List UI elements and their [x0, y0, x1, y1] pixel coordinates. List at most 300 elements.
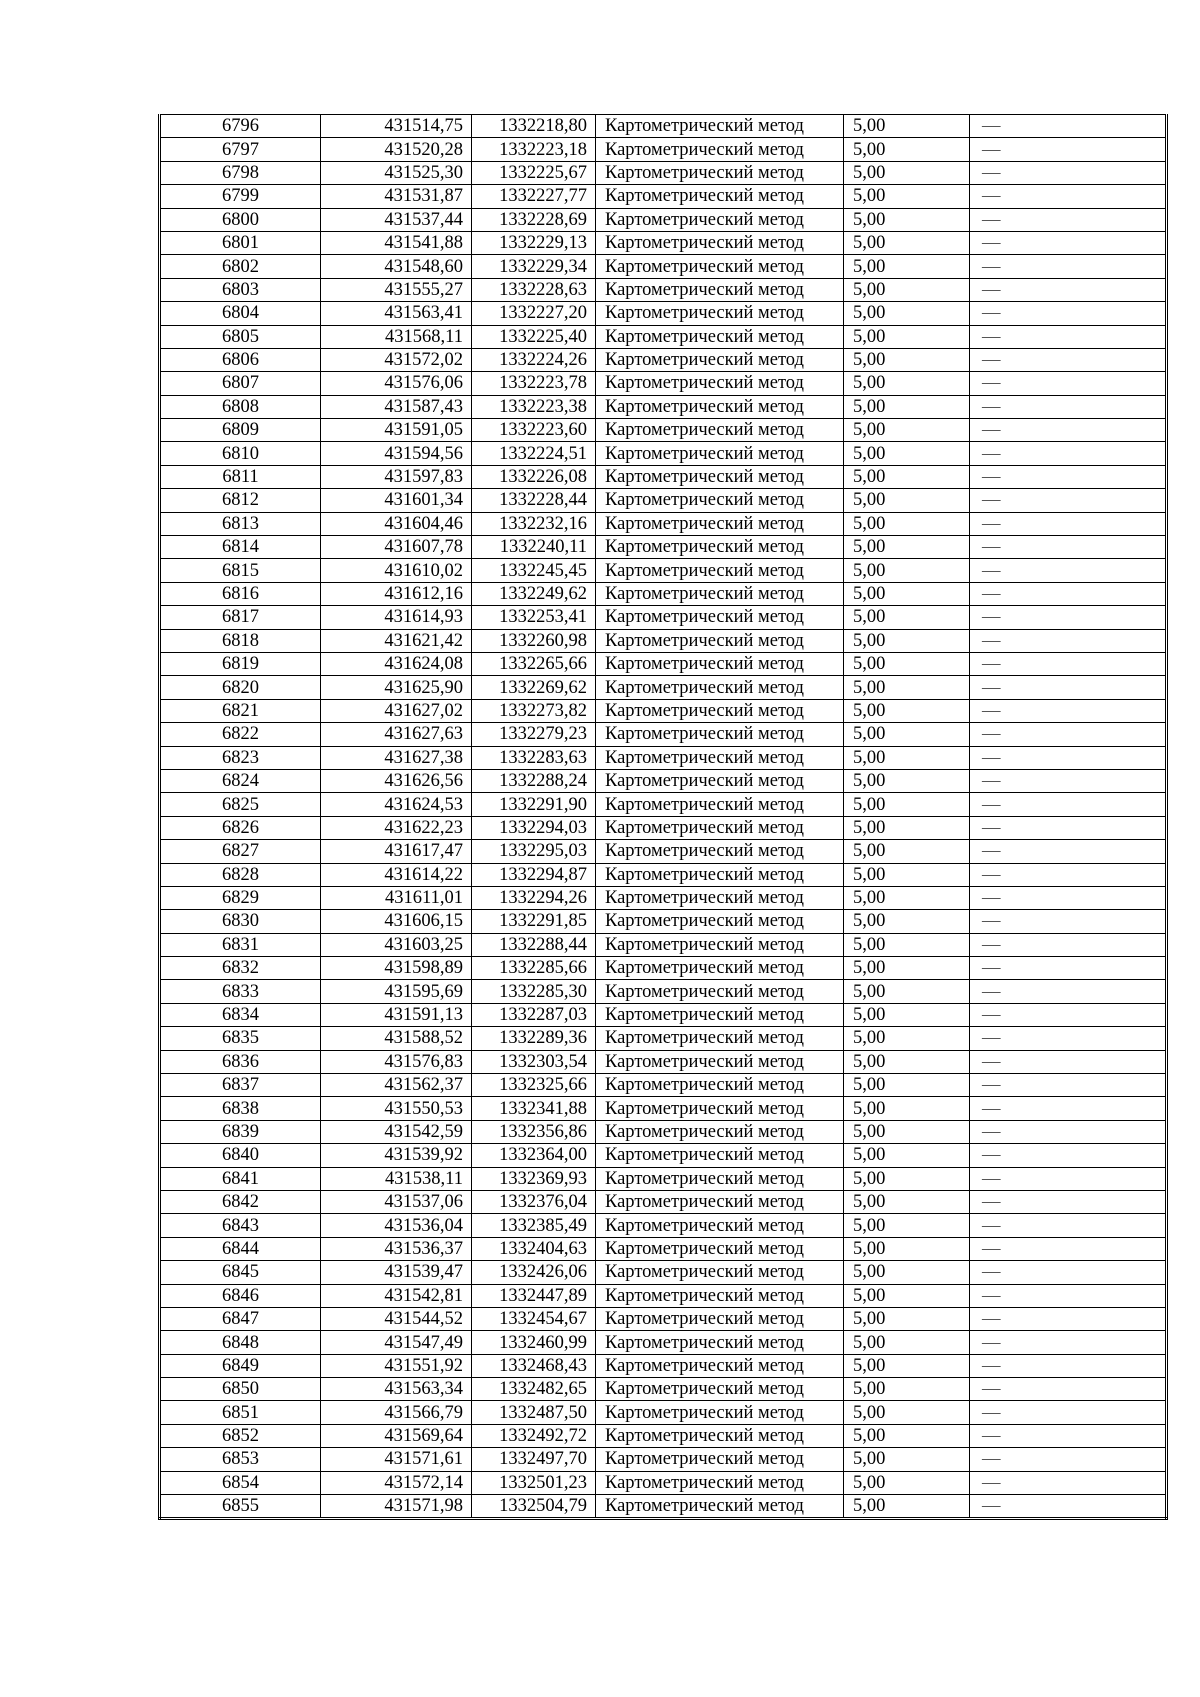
x-coordinate-cell: 431601,34 [321, 489, 472, 512]
y-coordinate-cell: 1332223,78 [472, 372, 596, 395]
x-coordinate-cell: 431572,02 [321, 348, 472, 371]
extra-cell: — [970, 886, 1167, 909]
accuracy-cell: 5,00 [844, 512, 970, 535]
extra-cell: — [970, 957, 1167, 980]
method-cell: Картометрический метод [596, 1214, 844, 1237]
extra-cell: — [970, 138, 1167, 161]
extra-cell: — [970, 536, 1167, 559]
extra-cell: — [970, 1424, 1167, 1447]
y-coordinate-cell: 1332325,66 [472, 1074, 596, 1097]
table-row [160, 886, 1167, 909]
accuracy-cell: 5,00 [844, 652, 970, 675]
extra-cell: — [970, 1214, 1167, 1237]
extra-cell: — [970, 231, 1167, 254]
extra-cell: — [970, 1144, 1167, 1167]
point-number-cell: 6852 [160, 1424, 321, 1447]
x-coordinate-cell: 431624,08 [321, 652, 472, 675]
table-row [160, 816, 1167, 839]
y-coordinate-cell: 1332223,60 [472, 419, 596, 442]
table-row [160, 302, 1167, 325]
accuracy-cell: 5,00 [844, 255, 970, 278]
y-coordinate-cell: 1332249,62 [472, 582, 596, 605]
x-coordinate-cell: 431603,25 [321, 933, 472, 956]
method-cell: Картометрический метод [596, 161, 844, 184]
accuracy-cell: 5,00 [844, 582, 970, 605]
accuracy-cell: 5,00 [844, 1190, 970, 1213]
table-row [160, 1261, 1167, 1284]
method-cell: Картометрический метод [596, 1495, 844, 1519]
x-coordinate-cell: 431566,79 [321, 1401, 472, 1424]
extra-cell: — [970, 1120, 1167, 1143]
table-row [160, 1354, 1167, 1377]
method-cell: Картометрический метод [596, 769, 844, 792]
accuracy-cell: 5,00 [844, 185, 970, 208]
extra-cell: — [970, 1448, 1167, 1471]
accuracy-cell: 5,00 [844, 278, 970, 301]
method-cell: Картометрический метод [596, 1261, 844, 1284]
x-coordinate-cell: 431625,90 [321, 676, 472, 699]
accuracy-cell: 5,00 [844, 1237, 970, 1260]
extra-cell: — [970, 255, 1167, 278]
point-number-cell: 6829 [160, 886, 321, 909]
method-cell: Картометрический метод [596, 886, 844, 909]
x-coordinate-cell: 431622,23 [321, 816, 472, 839]
accuracy-cell: 5,00 [844, 1214, 970, 1237]
y-coordinate-cell: 1332283,63 [472, 746, 596, 769]
y-coordinate-cell: 1332288,24 [472, 769, 596, 792]
method-cell: Картометрический метод [596, 1190, 844, 1213]
point-number-cell: 6832 [160, 957, 321, 980]
x-coordinate-cell: 431539,47 [321, 1261, 472, 1284]
accuracy-cell: 5,00 [844, 419, 970, 442]
extra-cell: — [970, 1284, 1167, 1307]
method-cell: Картометрический метод [596, 1331, 844, 1354]
table-row [160, 1284, 1167, 1307]
extra-cell: — [970, 933, 1167, 956]
y-coordinate-cell: 1332482,65 [472, 1378, 596, 1401]
extra-cell: — [970, 185, 1167, 208]
y-coordinate-cell: 1332240,11 [472, 536, 596, 559]
y-coordinate-cell: 1332288,44 [472, 933, 596, 956]
point-number-cell: 6838 [160, 1097, 321, 1120]
table-row [160, 489, 1167, 512]
table-row [160, 278, 1167, 301]
extra-cell: — [970, 1237, 1167, 1260]
x-coordinate-cell: 431568,11 [321, 325, 472, 348]
extra-cell: — [970, 1401, 1167, 1424]
method-cell: Картометрический метод [596, 1378, 844, 1401]
accuracy-cell: 5,00 [844, 208, 970, 231]
method-cell: Картометрический метод [596, 1401, 844, 1424]
point-number-cell: 6813 [160, 512, 321, 535]
table-row [160, 185, 1167, 208]
point-number-cell: 6799 [160, 185, 321, 208]
y-coordinate-cell: 1332229,13 [472, 231, 596, 254]
y-coordinate-cell: 1332492,72 [472, 1424, 596, 1447]
y-coordinate-cell: 1332504,79 [472, 1495, 596, 1519]
method-cell: Картометрический метод [596, 699, 844, 722]
accuracy-cell: 5,00 [844, 1027, 970, 1050]
accuracy-cell: 5,00 [844, 536, 970, 559]
extra-cell: — [970, 840, 1167, 863]
extra-cell: — [970, 793, 1167, 816]
point-number-cell: 6830 [160, 910, 321, 933]
table-row [160, 1027, 1167, 1050]
y-coordinate-cell: 1332497,70 [472, 1448, 596, 1471]
y-coordinate-cell: 1332404,63 [472, 1237, 596, 1260]
method-cell: Картометрический метод [596, 255, 844, 278]
x-coordinate-cell: 431611,01 [321, 886, 472, 909]
extra-cell: — [970, 115, 1167, 138]
x-coordinate-cell: 431542,59 [321, 1120, 472, 1143]
accuracy-cell: 5,00 [844, 1003, 970, 1026]
x-coordinate-cell: 431627,63 [321, 723, 472, 746]
x-coordinate-cell: 431538,11 [321, 1167, 472, 1190]
x-coordinate-cell: 431531,87 [321, 185, 472, 208]
accuracy-cell: 5,00 [844, 395, 970, 418]
x-coordinate-cell: 431571,61 [321, 1448, 472, 1471]
point-number-cell: 6827 [160, 840, 321, 863]
extra-cell: — [970, 629, 1167, 652]
y-coordinate-cell: 1332285,66 [472, 957, 596, 980]
method-cell: Картометрический метод [596, 1074, 844, 1097]
x-coordinate-cell: 431555,27 [321, 278, 472, 301]
table-row [160, 1120, 1167, 1143]
y-coordinate-cell: 1332291,90 [472, 793, 596, 816]
x-coordinate-cell: 431569,64 [321, 1424, 472, 1447]
y-coordinate-cell: 1332303,54 [472, 1050, 596, 1073]
y-coordinate-cell: 1332224,51 [472, 442, 596, 465]
accuracy-cell: 5,00 [844, 933, 970, 956]
table-row [160, 325, 1167, 348]
table-row [160, 933, 1167, 956]
method-cell: Картометрический метод [596, 559, 844, 582]
x-coordinate-cell: 431576,06 [321, 372, 472, 395]
x-coordinate-cell: 431588,52 [321, 1027, 472, 1050]
accuracy-cell: 5,00 [844, 161, 970, 184]
table-row [160, 395, 1167, 418]
accuracy-cell: 5,00 [844, 115, 970, 138]
extra-cell: — [970, 442, 1167, 465]
point-number-cell: 6802 [160, 255, 321, 278]
table-row [160, 1378, 1167, 1401]
accuracy-cell: 5,00 [844, 1050, 970, 1073]
y-coordinate-cell: 1332369,93 [472, 1167, 596, 1190]
point-number-cell: 6814 [160, 536, 321, 559]
extra-cell: — [970, 1354, 1167, 1377]
table-row [160, 536, 1167, 559]
x-coordinate-cell: 431547,49 [321, 1331, 472, 1354]
extra-cell: — [970, 465, 1167, 488]
method-cell: Картометрический метод [596, 536, 844, 559]
x-coordinate-cell: 431537,44 [321, 208, 472, 231]
accuracy-cell: 5,00 [844, 348, 970, 371]
extra-cell: — [970, 1307, 1167, 1330]
method-cell: Картометрический метод [596, 933, 844, 956]
extra-cell: — [970, 348, 1167, 371]
y-coordinate-cell: 1332232,16 [472, 512, 596, 535]
y-coordinate-cell: 1332228,69 [472, 208, 596, 231]
accuracy-cell: 5,00 [844, 1331, 970, 1354]
x-coordinate-cell: 431544,52 [321, 1307, 472, 1330]
table-row [160, 161, 1167, 184]
point-number-cell: 6798 [160, 161, 321, 184]
method-cell: Картометрический метод [596, 1448, 844, 1471]
accuracy-cell: 5,00 [844, 629, 970, 652]
table-row [160, 980, 1167, 1003]
table-row [160, 652, 1167, 675]
method-cell: Картометрический метод [596, 372, 844, 395]
point-number-cell: 6815 [160, 559, 321, 582]
extra-cell: — [970, 489, 1167, 512]
y-coordinate-cell: 1332279,23 [472, 723, 596, 746]
table-row [160, 1097, 1167, 1120]
extra-cell: — [970, 395, 1167, 418]
table-row [160, 723, 1167, 746]
accuracy-cell: 5,00 [844, 886, 970, 909]
method-cell: Картометрический метод [596, 1237, 844, 1260]
x-coordinate-cell: 431612,16 [321, 582, 472, 605]
accuracy-cell: 5,00 [844, 489, 970, 512]
point-number-cell: 6810 [160, 442, 321, 465]
method-cell: Картометрический метод [596, 1167, 844, 1190]
y-coordinate-cell: 1332269,62 [472, 676, 596, 699]
method-cell: Картометрический метод [596, 302, 844, 325]
y-coordinate-cell: 1332228,63 [472, 278, 596, 301]
accuracy-cell: 5,00 [844, 676, 970, 699]
y-coordinate-cell: 1332341,88 [472, 1097, 596, 1120]
y-coordinate-cell: 1332260,98 [472, 629, 596, 652]
method-cell: Картометрический метод [596, 1050, 844, 1073]
y-coordinate-cell: 1332226,08 [472, 465, 596, 488]
method-cell: Картометрический метод [596, 1307, 844, 1330]
x-coordinate-cell: 431614,22 [321, 863, 472, 886]
method-cell: Картометрический метод [596, 465, 844, 488]
method-cell: Картометрический метод [596, 863, 844, 886]
x-coordinate-cell: 431572,14 [321, 1471, 472, 1494]
table-row [160, 1401, 1167, 1424]
x-coordinate-cell: 431604,46 [321, 512, 472, 535]
accuracy-cell: 5,00 [844, 746, 970, 769]
method-cell: Картометрический метод [596, 1354, 844, 1377]
y-coordinate-cell: 1332376,04 [472, 1190, 596, 1213]
point-number-cell: 6853 [160, 1448, 321, 1471]
accuracy-cell: 5,00 [844, 1378, 970, 1401]
y-coordinate-cell: 1332487,50 [472, 1401, 596, 1424]
accuracy-cell: 5,00 [844, 231, 970, 254]
x-coordinate-cell: 431576,83 [321, 1050, 472, 1073]
coordinates-table [158, 114, 1168, 1520]
method-cell: Картометрический метод [596, 980, 844, 1003]
point-number-cell: 6809 [160, 419, 321, 442]
table-row [160, 419, 1167, 442]
x-coordinate-cell: 431537,06 [321, 1190, 472, 1213]
extra-cell: — [970, 1261, 1167, 1284]
extra-cell: — [970, 1471, 1167, 1494]
method-cell: Картометрический метод [596, 395, 844, 418]
x-coordinate-cell: 431607,78 [321, 536, 472, 559]
extra-cell: — [970, 1074, 1167, 1097]
table-row [160, 1471, 1167, 1494]
method-cell: Картометрический метод [596, 325, 844, 348]
x-coordinate-cell: 431598,89 [321, 957, 472, 980]
point-number-cell: 6850 [160, 1378, 321, 1401]
extra-cell: — [970, 816, 1167, 839]
table-row [160, 465, 1167, 488]
accuracy-cell: 5,00 [844, 793, 970, 816]
point-number-cell: 6849 [160, 1354, 321, 1377]
extra-cell: — [970, 863, 1167, 886]
table-row [160, 1003, 1167, 1026]
x-coordinate-cell: 431610,02 [321, 559, 472, 582]
extra-cell: — [970, 980, 1167, 1003]
y-coordinate-cell: 1332223,18 [472, 138, 596, 161]
y-coordinate-cell: 1332227,77 [472, 185, 596, 208]
y-coordinate-cell: 1332356,86 [472, 1120, 596, 1143]
x-coordinate-cell: 431627,02 [321, 699, 472, 722]
extra-cell: — [970, 723, 1167, 746]
point-number-cell: 6836 [160, 1050, 321, 1073]
method-cell: Картометрический метод [596, 138, 844, 161]
extra-cell: — [970, 559, 1167, 582]
method-cell: Картометрический метод [596, 1144, 844, 1167]
table-row [160, 582, 1167, 605]
y-coordinate-cell: 1332468,43 [472, 1354, 596, 1377]
extra-cell: — [970, 302, 1167, 325]
point-number-cell: 6848 [160, 1331, 321, 1354]
x-coordinate-cell: 431594,56 [321, 442, 472, 465]
y-coordinate-cell: 1332426,06 [472, 1261, 596, 1284]
y-coordinate-cell: 1332294,87 [472, 863, 596, 886]
accuracy-cell: 5,00 [844, 1401, 970, 1424]
y-coordinate-cell: 1332253,41 [472, 606, 596, 629]
accuracy-cell: 5,00 [844, 372, 970, 395]
table-body [160, 115, 1167, 1519]
accuracy-cell: 5,00 [844, 1097, 970, 1120]
point-number-cell: 6854 [160, 1471, 321, 1494]
point-number-cell: 6833 [160, 980, 321, 1003]
method-cell: Картометрический метод [596, 1120, 844, 1143]
y-coordinate-cell: 1332245,45 [472, 559, 596, 582]
accuracy-cell: 5,00 [844, 863, 970, 886]
method-cell: Картометрический метод [596, 1097, 844, 1120]
method-cell: Картометрический метод [596, 840, 844, 863]
method-cell: Картометрический метод [596, 489, 844, 512]
y-coordinate-cell: 1332225,40 [472, 325, 596, 348]
table-row [160, 1074, 1167, 1097]
table-row [160, 231, 1167, 254]
table-row [160, 699, 1167, 722]
table-row [160, 1144, 1167, 1167]
method-cell: Картометрический метод [596, 629, 844, 652]
table-row [160, 769, 1167, 792]
y-coordinate-cell: 1332287,03 [472, 1003, 596, 1026]
extra-cell: — [970, 1003, 1167, 1026]
point-number-cell: 6825 [160, 793, 321, 816]
extra-cell: — [970, 1027, 1167, 1050]
method-cell: Картометрический метод [596, 582, 844, 605]
method-cell: Картометрический метод [596, 348, 844, 371]
method-cell: Картометрический метод [596, 231, 844, 254]
x-coordinate-cell: 431525,30 [321, 161, 472, 184]
method-cell: Картометрический метод [596, 793, 844, 816]
y-coordinate-cell: 1332218,80 [472, 115, 596, 138]
x-coordinate-cell: 431514,75 [321, 115, 472, 138]
point-number-cell: 6846 [160, 1284, 321, 1307]
x-coordinate-cell: 431571,98 [321, 1495, 472, 1519]
table-row [160, 1050, 1167, 1073]
method-cell: Картометрический метод [596, 723, 844, 746]
x-coordinate-cell: 431614,93 [321, 606, 472, 629]
method-cell: Картометрический метод [596, 1003, 844, 1026]
table-row [160, 629, 1167, 652]
point-number-cell: 6845 [160, 1261, 321, 1284]
point-number-cell: 6847 [160, 1307, 321, 1330]
table-row [160, 863, 1167, 886]
extra-cell: — [970, 606, 1167, 629]
accuracy-cell: 5,00 [844, 723, 970, 746]
extra-cell: — [970, 1050, 1167, 1073]
point-number-cell: 6820 [160, 676, 321, 699]
accuracy-cell: 5,00 [844, 1354, 970, 1377]
x-coordinate-cell: 431562,37 [321, 1074, 472, 1097]
x-coordinate-cell: 431621,42 [321, 629, 472, 652]
extra-cell: — [970, 582, 1167, 605]
point-number-cell: 6807 [160, 372, 321, 395]
accuracy-cell: 5,00 [844, 769, 970, 792]
x-coordinate-cell: 431595,69 [321, 980, 472, 1003]
point-number-cell: 6828 [160, 863, 321, 886]
x-coordinate-cell: 431591,05 [321, 419, 472, 442]
y-coordinate-cell: 1332273,82 [472, 699, 596, 722]
y-coordinate-cell: 1332454,67 [472, 1307, 596, 1330]
x-coordinate-cell: 431591,13 [321, 1003, 472, 1026]
table-row [160, 348, 1167, 371]
y-coordinate-cell: 1332224,26 [472, 348, 596, 371]
point-number-cell: 6822 [160, 723, 321, 746]
method-cell: Картометрический метод [596, 185, 844, 208]
accuracy-cell: 5,00 [844, 559, 970, 582]
accuracy-cell: 5,00 [844, 138, 970, 161]
method-cell: Картометрический метод [596, 442, 844, 465]
point-number-cell: 6804 [160, 302, 321, 325]
point-number-cell: 6831 [160, 933, 321, 956]
x-coordinate-cell: 431563,34 [321, 1378, 472, 1401]
extra-cell: — [970, 910, 1167, 933]
point-number-cell: 6855 [160, 1495, 321, 1519]
y-coordinate-cell: 1332294,03 [472, 816, 596, 839]
point-number-cell: 6835 [160, 1027, 321, 1050]
accuracy-cell: 5,00 [844, 1495, 970, 1519]
table-row [160, 559, 1167, 582]
accuracy-cell: 5,00 [844, 606, 970, 629]
y-coordinate-cell: 1332460,99 [472, 1331, 596, 1354]
method-cell: Картометрический метод [596, 1284, 844, 1307]
x-coordinate-cell: 431541,88 [321, 231, 472, 254]
y-coordinate-cell: 1332223,38 [472, 395, 596, 418]
table-row [160, 1237, 1167, 1260]
y-coordinate-cell: 1332228,44 [472, 489, 596, 512]
y-coordinate-cell: 1332295,03 [472, 840, 596, 863]
table-row [160, 957, 1167, 980]
extra-cell: — [970, 419, 1167, 442]
point-number-cell: 6841 [160, 1167, 321, 1190]
accuracy-cell: 5,00 [844, 910, 970, 933]
table-row [160, 1448, 1167, 1471]
accuracy-cell: 5,00 [844, 465, 970, 488]
point-number-cell: 6803 [160, 278, 321, 301]
table-row [160, 910, 1167, 933]
